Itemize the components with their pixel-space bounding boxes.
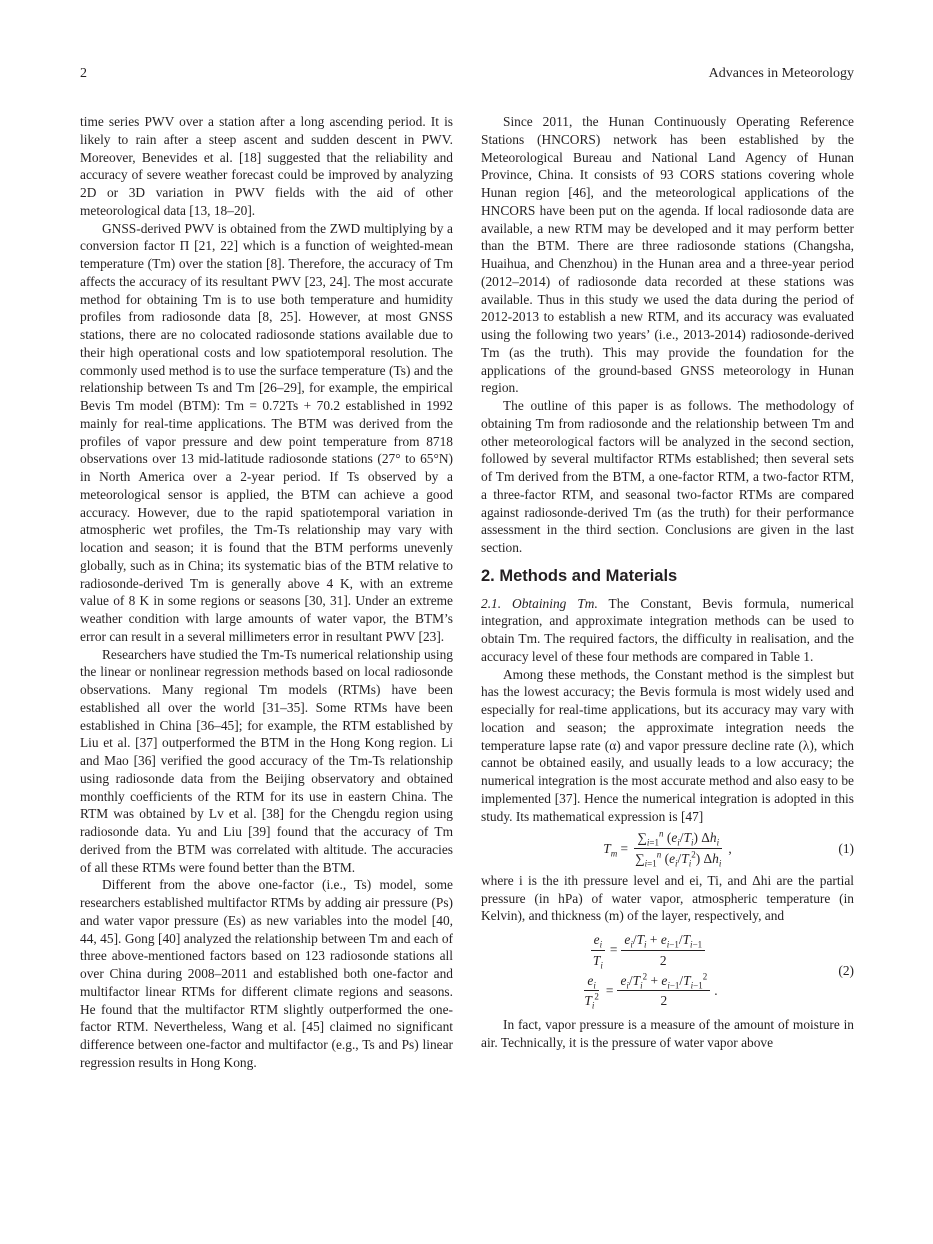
paragraph: The outline of this paper is as follows. The methodology of obtaining Tm from radiosonde and the relationship between Tm and other meteorological factors will be analyzed in the second section, followed by several multifactor RTMs established; then several sets of Tm derived from the BTM, a one-factor RTM, a two-factor RTM, a three-factor RTM, and seasonal two-factor RTMs are compared against radiosonde-derived Tm (as the truth) for their performance assessment in the third section. Conclusions are given in the last section. [481, 398, 854, 555]
left-column [80, 113, 453, 1072]
paragraph: In fact, vapor pressure is a measure of the amount of moisture in air. Technically, it is the pressure of water vapor above [481, 1017, 854, 1050]
paragraph: Different from the above one-factor (i.e., Ts) model, some researchers established multifactor RTMs by adding air pressure (Ps) and water vapor pressure (Es) as new variables into the model [40, 44, 45]. Gong [40] analyzed the relationship between Tm and each of three above-mentioned factors based on 123 radiosonde stations all over China during 2008–2011 and established both one-factor and multifactor linear RTMs for different climate regions and seasons. He found that the multifactor RTM slightly outperformed the one-factor RTM. Nevertheless, Wang et al. [45] claimed no significant difference between one-factor and multifactor (e.g., Ts and Ps) linear regression results in Hong Kong. [80, 877, 453, 1070]
paragraph: time series PWV over a station after a long ascending period. It is likely to rain after a steep ascent and sudden descent in PWV. Moreover, Benevides et al. [18] suggested that the reliability and accuracy of severe weather forecast could be improved by analyzing 2D or 3D variation in PWV fields with the aid of other meteorological data [13, 18–20]. [80, 114, 453, 218]
page-number: 2 [80, 66, 87, 81]
section-title: 2. Methods and Materials [481, 566, 678, 585]
paragraph: Among these methods, the Constant method is the simplest but has the lowest accuracy; the Bevis formula is most widely used and especially for real-time applications, but its accuracy may vary with location and season; the approximate integration needs the temperature lapse rate (α) and vapor pressure decline rate (λ), which cannot be obtained easily, and usually leads to a low accuracy; the numerical integration is the most accurate method and also easy to be implemented [37]. Hence the numerical integration is adopted in this study. Its mathematical expression is [47] [481, 666, 854, 824]
paragraph: Researchers have studied the Tm-Ts numerical relationship using the linear or nonlinear regression methods based on local radiosonde observations. Many regional Tm models (RTMs) have been established all over the world [31–35]. Some RTMs have been established in China [36–45]; for example, the RTM established by Liu et al. [37] outperformed the BTM in the Hong Kong region. Li and Mao [36] verified the good accuracy of the Tm-Ts relationship using radiosonde data from the Beijing observatory and obtained monthly coefficients of the RTM for its use in eastern China. The RTM was obtained by Lv et al. [38] for the Chengdu region using radiosonde data. Yu and Liu [39] found that the accuracy of Tm derived from the BTM was correlated with altitude. The accuracies of all these RTMs were found better than the BTM. [80, 646, 453, 875]
equation-1: $T_m$ = $\frac{\sum_{i=1}^n (e_i/T_i) \Delta h_i}{\sum_{i=1}^n (e_i/T_i^2) \Delta h_i}$ , (1) [603, 828, 854, 869]
equation-number: (2) [838, 962, 854, 978]
paragraph: Since 2011, the Hunan Continuously Operating Reference Stations (HNCORS) network has been established by the Meteorological Bureau and National Land Agency of Hunan Province, China. It consists of 93 CORS stations covering whole Hunan region [46], and the meteorological applications of the HNCORS have been put on the agenda. If local radiosonde data are available, a new RTM may be developed and it may perform better than the BTM. There are three radiosonde stations (Changsha, Huaihua, and Chenzhou) in the Hunan area and a three-year period (2012–2014) of radiosonde data recorded at these stations was available. Thus in this study we used the data during the period of 2012-2013 to establish a new RTM, and its accuracy was evaluated using the following two years’ (i.e., 2013-2014) radiosonde-derived Tm (as the truth). This may provide the foundation for the applications of the ground-based GNSS meteorology in Hunan region. [481, 114, 854, 396]
subsection-title: 2.1. Obtaining Tm. [481, 595, 598, 611]
paragraph: GNSS-derived PWV is obtained from the ZWD multiplying by a conversion factor Π [21, 22] which is a function of weighted-mean temperature (Tm) over the station [8]. Therefore, the accuracy of Tm affects the accuracy of its resultant PWV [23, 24]. The most accurate method for obtaining Tm is to use both temperature and humidity profiles from radiosonde data [8, 25]. However, at most GNSS stations, there are no colocated radiosonde stations available due to their high operational costs and low spatiotemporal resolution. The commonly used method is to use the surface temperature (Ts) and the relationship between Ts and Tm [26–29], for example, the empirical Bevis Tm model (BTM): Tm = 0.72Ts + 70.2 established in 1992 mainly for real-time applications. The BTM was derived from the profiles of vapor pressure and dew point temperature from 8718 observations over 13 mid-latitude radiosonde stations (27° to 65°N) in North America over a 2-year period. If Ts observed by a meteorological sensor is applied, the BTM can achieve a good accuracy. However, due to the rapid spatiotemporal variation in atmospheric wet profiles, the Tm-Ts relationship may vary with location and season; it is found that the BTM performs unevenly globally, such as in China; its systematic bias of the BTM relative to radiosonde-derived Tm is generally above 4 K, with an extreme value of 8 K in some regions or seasons [30, 31]. Under an extreme weather condition with large amounts of water vapor, the BTM’s error can result in a several millimeters error in resultant PWV [23]. [80, 220, 453, 644]
paragraph: where i is the ith pressure level and ei, Ti, and Δhi are the partial pressure (in hPa) of water vapor, atmospheric temperature (in Kelvin), and thickness (m) of the layer, respectively, and [481, 872, 854, 924]
right-column [481, 113, 854, 1052]
paragraph: 2.1. Obtaining Tm. The Constant, Bevis formula, numerical integration, and approximate integration methods can be used to obtain Tm. The required factors, the difficulty in realisation, and the accuracy level of these four methods are compared in Table 1. [481, 595, 854, 664]
equation-number: (1) [838, 840, 854, 856]
equation-2: $\frac{e_i}{T_i}$ = $\frac{e_i/T_i + e_{i-1}/T_{i-1}}{2}$ $\frac{e_i}{T_i^2}$ = $\frac{e_i/T_i^2 + e_{i-1}/T_{i-1}^2}{2}$ . (2) [584, 932, 854, 1011]
journal-name: Advances in Meteorology [708, 66, 854, 81]
